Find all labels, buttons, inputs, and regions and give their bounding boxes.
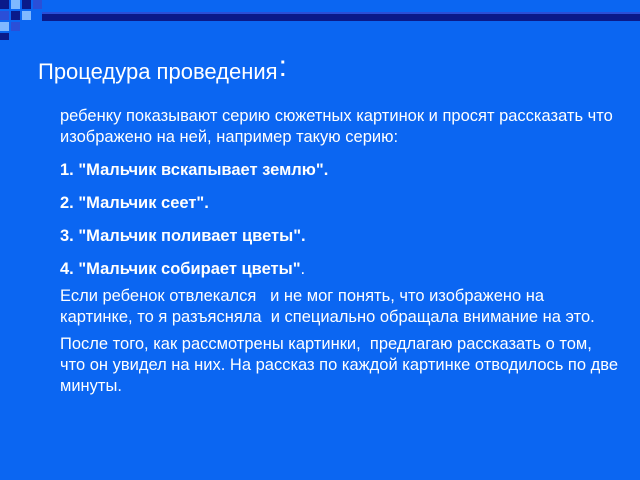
slide-title <box>38 50 287 85</box>
series-item-text: 1. "Мальчик вскапывает землю". <box>60 161 329 179</box>
series-item-text: 3. "Мальчик поливает цветы". <box>60 227 306 245</box>
intro-paragraph: ребенку показывают серию сюжетных картинок и просят рассказать что изображено на ней, например такую серию: <box>60 107 613 146</box>
series-item-3 <box>60 226 620 247</box>
explanation-paragraph: Если ребенок отвлекался и не мог понять, что изображено на картинке, то я разъясняла и специально обращала внимание на это. <box>60 287 595 326</box>
header-decoration <box>0 0 640 40</box>
slide-title-colon: : <box>278 50 287 83</box>
series-item-4 <box>60 259 620 280</box>
series-item-suffix: . <box>300 260 306 278</box>
slide-body <box>60 106 623 403</box>
series-item-text: 4. "Мальчик собирает цветы" <box>60 260 301 278</box>
series-item-text: 2. "Мальчик сеет". <box>60 194 209 212</box>
series-item-1 <box>60 160 620 181</box>
procedure-paragraph: После того, как рассмотрены картинки, предлагаю рассказать о том, что он увидел на них. На рассказ по каждой картинке отводилось по две минуты. <box>60 335 623 395</box>
series-item-2 <box>60 193 620 214</box>
slide-title-text: Процедура проведения <box>38 59 278 84</box>
